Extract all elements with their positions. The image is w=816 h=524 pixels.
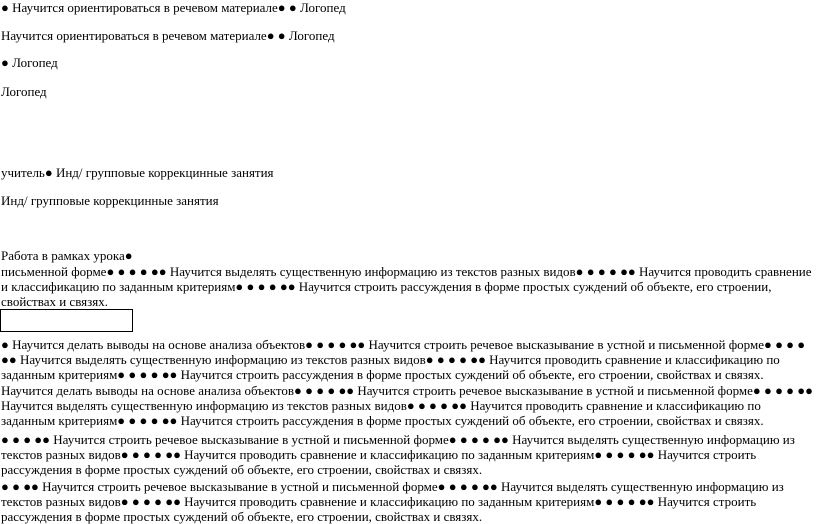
- text-line-4: Логопед: [1, 84, 47, 99]
- paragraph-block-5: ● ● ●● Научится строить речевое высказывание в устной и письменной форме● ● ● ● ●● Научится выделять существенную информацию из текстов разных видов● ● ● ● ●● Научится проводить сравнение и классификацию по заданным критериям● ● ● ● ●● Научится строить рассуждения в форме простых суждений об объекте, его строении, свойствах и связях.: [1, 479, 784, 524]
- paragraph-block-1: письменной форме● ● ● ● ●● Научится выделять существенную информацию из текстов разных видов● ● ● ● ●● Научится проводить сравнение и классификацию по заданным критериям● ● ● ● ●● Научится строить рассуждения в форме простых суждений об объекте, его строении, свойствах и связях.: [1, 264, 812, 309]
- paragraph-block-4: ● ● ● ●● Научится строить речевое высказывание в устной и письменной форме● ● ● ● ●● Научится выделять существенную информацию из текстов разных видов● ● ● ● ●● Научится проводить сравнение и классификацию по заданным критериям● ● ● ● ●● Научится строить рассуждения в форме простых суждений об объекте, его строении, свойствах и связях.: [1, 432, 795, 477]
- text-line-5: учитель● Инд/ групповые коррекцинные занятия: [1, 165, 274, 180]
- text-line-1: ● Научится ориентироваться в речевом материале● ● Логопед: [1, 0, 346, 15]
- paragraph-block-2: ● Научится делать выводы на основе анализа объектов● ● ● ● ●● Научится строить речевое высказывание в устной и письменной форме● ● ● ● ●● Научится выделять существенную информацию из текстов разных видов● ● ● ● ●● Научится проводить сравнение и классификацию по заданным критериям● ● ● ● ●● Научится строить рассуждения в форме простых суждений об объекте, его строении, свойствах и связях.: [1, 337, 806, 382]
- paragraph-block-3: Научится делать выводы на основе анализа объектов● ● ● ● ●● Научится строить речевое высказывание в устной и письменной форме● ● ● ● ●● Научится выделять существенную информацию из текстов разных видов● ● ● ● ●● Научится проводить сравнение и классификацию по заданным критериям● ● ● ● ●● Научится строить рассуждения в форме простых суждений об объекте, его строении, свойствах и связях.: [1, 383, 813, 428]
- text-line-6: Инд/ групповые коррекцинные занятия: [1, 193, 219, 208]
- text-line-2: Научится ориентироваться в речевом материале● ● Логопед: [1, 28, 335, 43]
- empty-text-box: [0, 309, 133, 332]
- text-line-7: Работа в рамках урока●: [1, 248, 133, 263]
- text-line-3: ● Логопед: [1, 55, 58, 70]
